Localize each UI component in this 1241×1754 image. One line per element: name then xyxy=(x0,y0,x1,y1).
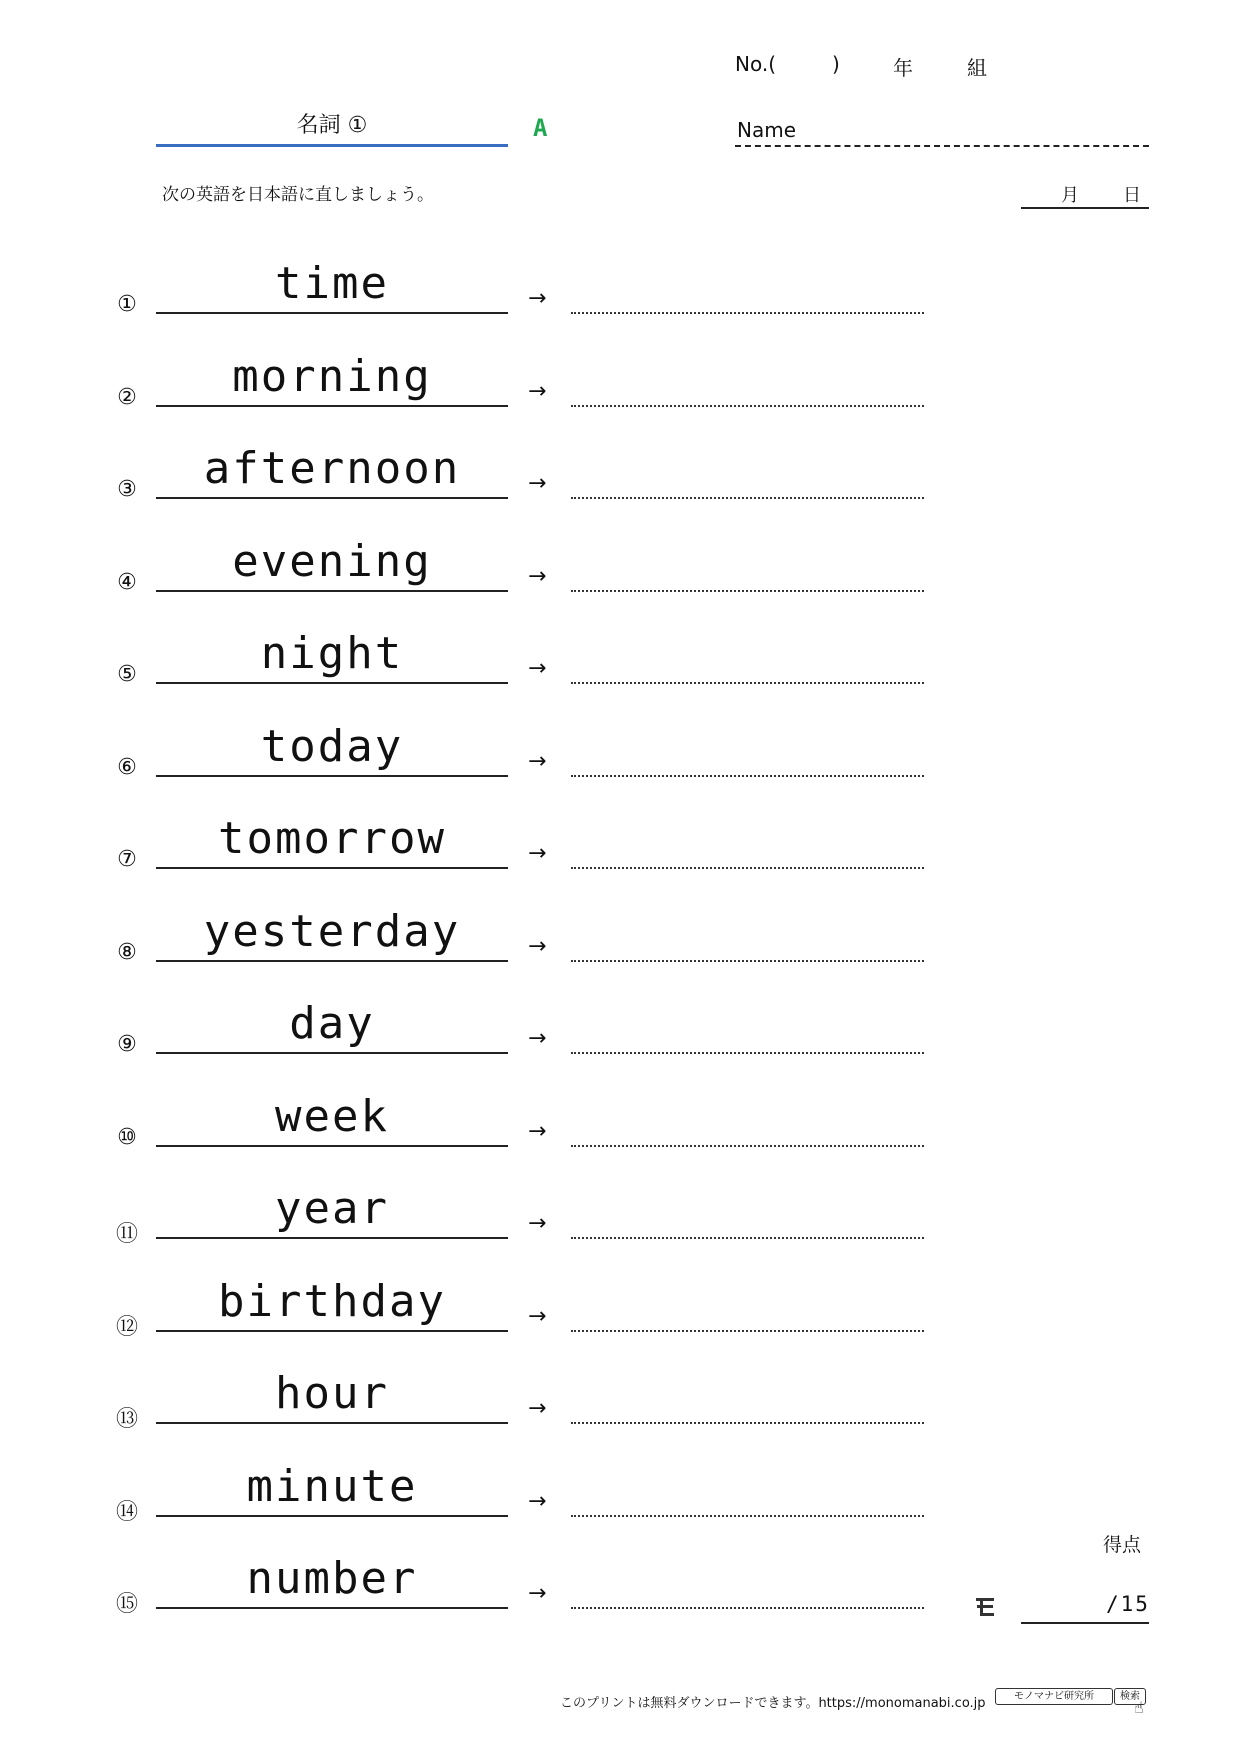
arrow-icon: → xyxy=(528,286,547,311)
score-label: 得点 xyxy=(1103,1534,1142,1556)
arrow-icon: → xyxy=(528,1488,547,1514)
english-word: time xyxy=(275,258,389,309)
word-underline xyxy=(156,1515,508,1517)
day-label: 日 xyxy=(1123,185,1141,206)
year-label: 年 xyxy=(893,56,913,80)
monomanabi-logo-icon xyxy=(975,1596,995,1618)
question-row xyxy=(0,986,1241,1078)
english-word: morning xyxy=(232,350,432,402)
question-number: ⑨ xyxy=(117,1032,137,1057)
arrow-icon: → xyxy=(528,841,547,866)
question-number: ⑧ xyxy=(117,939,137,965)
question-row xyxy=(0,1356,1241,1448)
english-word: hour xyxy=(275,1368,389,1419)
word-underline xyxy=(156,775,508,777)
search-box: モノマナビ研究所 xyxy=(995,1688,1113,1705)
english-word: evening xyxy=(232,535,432,587)
question-row xyxy=(0,709,1241,801)
answer-line[interactable] xyxy=(571,1330,924,1332)
answer-line[interactable] xyxy=(571,1422,924,1424)
english-word: year xyxy=(275,1183,389,1234)
question-number: ⑦ xyxy=(117,847,137,872)
question-number: ④ xyxy=(117,569,137,595)
question-number: ③ xyxy=(117,477,137,502)
english-word: today xyxy=(260,720,404,772)
answer-line[interactable] xyxy=(571,1237,924,1239)
arrow-icon: → xyxy=(528,933,547,959)
word-underline xyxy=(156,867,508,869)
search-button: 検索 xyxy=(1114,1688,1146,1705)
arrow-icon: → xyxy=(528,1118,547,1144)
arrow-icon: → xyxy=(528,1581,547,1606)
english-word: day xyxy=(289,998,375,1049)
question-number: ⑮ xyxy=(115,1592,138,1617)
question-row xyxy=(0,1264,1241,1356)
instruction-text: 次の英語を日本語に直しましょう。 xyxy=(162,185,434,205)
word-underline xyxy=(156,960,508,962)
word-underline xyxy=(156,1237,508,1239)
word-underline xyxy=(156,1145,508,1147)
arrow-icon: → xyxy=(528,1211,547,1236)
month-label: 月 xyxy=(1061,185,1079,206)
word-underline xyxy=(156,682,508,684)
english-word: number xyxy=(246,1553,418,1604)
question-row xyxy=(0,339,1241,431)
question-row xyxy=(0,894,1241,986)
answer-line[interactable] xyxy=(571,960,924,962)
class-label: 組 xyxy=(967,56,987,80)
score-line[interactable] xyxy=(1021,1622,1149,1624)
arrow-icon: → xyxy=(528,748,547,774)
question-number: ⑥ xyxy=(117,754,137,780)
word-underline xyxy=(156,405,508,407)
number-close-paren: ) xyxy=(832,52,840,76)
english-word: week xyxy=(275,1090,389,1142)
name-field-line[interactable] xyxy=(735,145,1149,147)
question-number: ② xyxy=(117,384,137,410)
answer-line[interactable] xyxy=(571,1515,924,1517)
answer-line[interactable] xyxy=(571,312,924,314)
question-row xyxy=(0,1171,1241,1263)
question-number: ⑩ xyxy=(117,1124,137,1150)
english-word: afternoon xyxy=(203,443,461,494)
date-field[interactable] xyxy=(1021,181,1149,209)
question-number: ⑫ xyxy=(115,1314,138,1340)
answer-line[interactable] xyxy=(571,682,924,684)
word-underline xyxy=(156,312,508,314)
arrow-icon: → xyxy=(528,656,547,681)
question-number: ⑪ xyxy=(115,1222,138,1247)
question-row xyxy=(0,801,1241,893)
word-underline xyxy=(156,1330,508,1332)
question-number: ⑭ xyxy=(115,1499,138,1525)
english-word: tomorrow xyxy=(218,813,446,864)
title-underline xyxy=(156,144,508,147)
score-total: /15 xyxy=(1106,1592,1150,1616)
answer-line[interactable] xyxy=(571,1145,924,1147)
english-word: night xyxy=(260,628,404,679)
word-underline xyxy=(156,1607,508,1609)
answer-line[interactable] xyxy=(571,497,924,499)
question-row xyxy=(0,1541,1241,1633)
arrow-icon: → xyxy=(528,563,547,589)
worksheet-title: 名詞 ① xyxy=(296,113,368,138)
arrow-icon: → xyxy=(528,378,547,404)
english-word: birthday xyxy=(218,1275,446,1327)
question-row xyxy=(0,1449,1241,1541)
answer-line[interactable] xyxy=(571,1052,924,1054)
arrow-icon: → xyxy=(528,1396,547,1421)
arrow-icon: → xyxy=(528,471,547,496)
question-row xyxy=(0,1079,1241,1171)
hand-cursor-icon: ☝ xyxy=(1134,1698,1144,1717)
answer-line[interactable] xyxy=(571,775,924,777)
answer-line[interactable] xyxy=(571,590,924,592)
name-label: Name xyxy=(737,118,797,142)
word-underline xyxy=(156,1052,508,1054)
word-underline xyxy=(156,590,508,592)
question-number: ⑬ xyxy=(115,1407,138,1432)
question-row xyxy=(0,616,1241,708)
level-badge: A xyxy=(533,114,548,142)
question-number: ① xyxy=(117,292,137,317)
word-underline xyxy=(156,1422,508,1424)
english-word: yesterday xyxy=(203,905,461,957)
question-row xyxy=(0,246,1241,338)
answer-line[interactable] xyxy=(571,1607,924,1609)
footer-text: このプリントは無料ダウンロードできます。https://monomanabi.co.jp xyxy=(560,1696,986,1711)
question-number: ⑤ xyxy=(117,662,137,687)
question-row xyxy=(0,524,1241,616)
question-row xyxy=(0,431,1241,523)
word-underline xyxy=(156,497,508,499)
answer-line[interactable] xyxy=(571,867,924,869)
arrow-icon: → xyxy=(528,1026,547,1051)
english-word: minute xyxy=(246,1460,418,1512)
number-label: No.( xyxy=(735,52,777,76)
answer-line[interactable] xyxy=(571,405,924,407)
arrow-icon: → xyxy=(528,1303,547,1329)
